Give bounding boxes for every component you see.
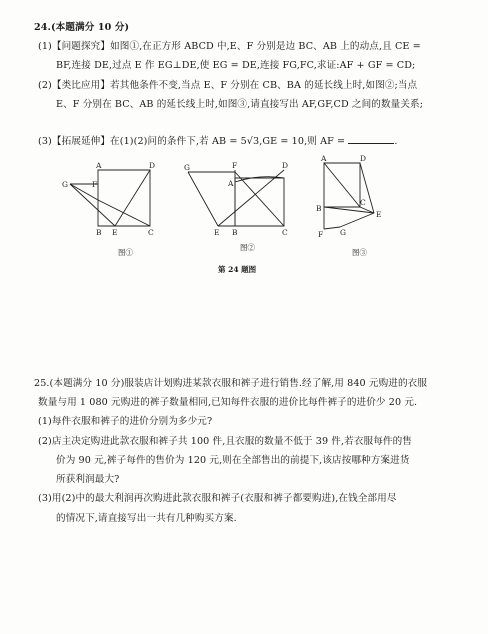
q24-part3-text: (3)【拓展延伸】在(1)(2)问的条件下,若 AB = 5√3,GE = 10,则 AF = [38,136,346,147]
figure-2-diagram [180,160,295,240]
figure-3-diagram [310,155,390,245]
label-E: E [214,228,220,237]
figure-2 [180,160,295,244]
q25-part1: (1)每件衣服和裤子的进价分别为多少元? [38,416,213,427]
figure-1-caption: 图① [118,248,133,257]
q24-part1-line2: BF,连接 DE,过点 E 作 EG⊥DE,使 EG = DE,连接 FG,FC,求证:AF + GF = CD; [56,60,416,71]
q24-part2-line1: (2)【类比应用】若其他条件不变,当点 E、F 分别在 CB、BA 的延长线上时,如图②;当点 [38,80,418,91]
label-G: G [62,180,68,189]
q25-part2-line3: 所获利润最大? [56,474,120,485]
label-E: E [112,228,118,237]
answer-blank [348,134,394,144]
label-A: A [321,155,327,163]
label-F: F [232,161,238,170]
label-A: A [96,161,102,170]
figure-1 [60,160,170,244]
label-D: D [149,161,156,170]
label-D: D [360,155,367,163]
label-D: D [282,161,289,170]
q25-part3-line1: (3)用(2)中的最大利润再次购进此款衣服和裤子(衣服和裤子都要购进),在钱全部用尽 [38,493,397,504]
label-C: C [282,228,288,237]
q25-line2: 数量与用 1 080 元购进的裤子数量相同,已知每件衣服的进价比每件裤子的进价少 20 元. [38,397,418,408]
q24-part3-line1: (3)【拓展延伸】在(1)(2)问的条件下,若 AB = 5√3,GE = 10,则 AF = . [38,136,398,147]
figures-title: 第 24 题图 [218,265,257,274]
label-B: B [316,204,322,213]
label-A: A [228,179,234,188]
label-B: B [232,228,238,237]
label-C: C [360,198,366,207]
q24-part2-line2: E、F 分别在 BC、AB 的延长线上时,如图③,请直接写出 AF,GF,CD 之间的数量关系; [56,99,424,110]
figure-3 [310,155,390,249]
q24-header: 24.(本题满分 10 分) [34,22,130,33]
q24-part1-line1: (1)【问题探究】如图①,在正方形 ABCD 中,E、F 分别是边 BC、AB 上的动点,且 CE = [38,41,421,52]
figure-3-caption: 图③ [352,248,367,257]
q25-part2-line2: 价为 90 元,裤子每件的售价为 120 元,则在全部售出的前提下,该店按哪种方案进货 [56,455,410,466]
q25-line1: 25.(本题满分 10 分)服装店计划购进某款衣服和裤子进行销售.经了解,用 840 元购进的衣服 [34,378,428,389]
q25-part3-line2: 的情况下,请直接写出一共有几种购买方案. [56,513,237,524]
label-B: B [96,228,102,237]
label-G: G [340,228,346,237]
label-C: C [148,228,154,237]
label-E: E [376,210,382,219]
label-F: F [318,230,324,239]
label-F: F [92,180,98,189]
q25-part2-line1: (2)店主决定购进此款衣服和裤子共 100 件,且衣服的数量不低于 39 件,若衣服每件的售 [38,436,413,447]
figure-2-caption: 图② [240,243,255,252]
figure-1-diagram [60,160,170,240]
label-G: G [184,163,190,172]
